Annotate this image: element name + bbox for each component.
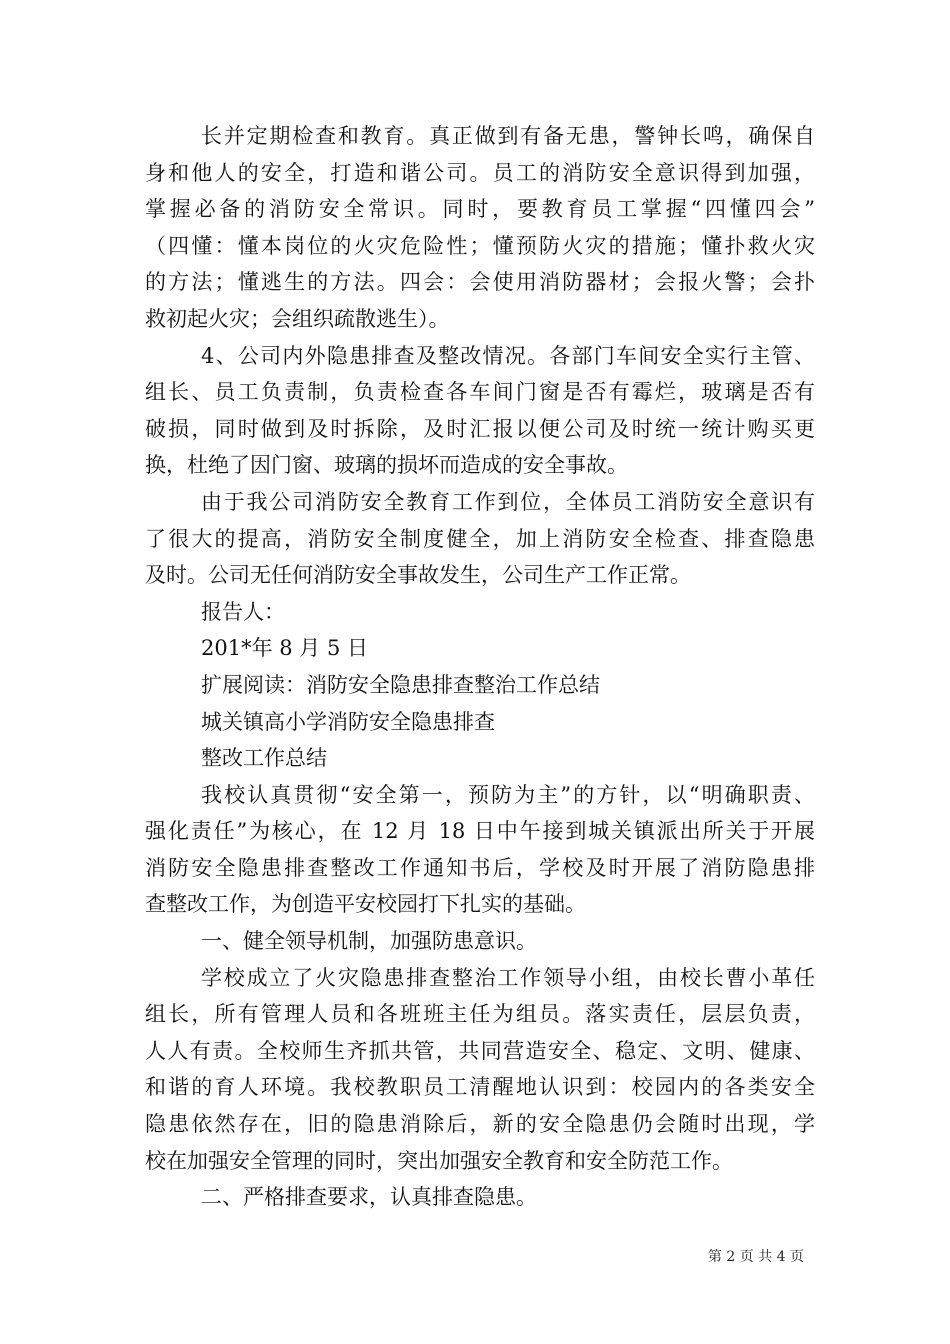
text-line: 一、健全领导机制，加强防患意识。 bbox=[201, 929, 537, 954]
text-line: 强化责任”为核心，在 12 月 18 日中午接到城关镇派出所关于开展 bbox=[145, 819, 815, 844]
text-line: 城关镇高小学消防安全隐患排查 bbox=[201, 709, 495, 734]
text-line: 组长，所有管理人员和各班班主任为组员。落实责任，层层负责， bbox=[145, 1002, 815, 1027]
text-line: （四懂：懂本岗位的火灾危险性；懂预防火灾的措施；懂扑救火灾 bbox=[145, 233, 815, 258]
text-line: 4、公司内外隐患排查及整改情况。各部门车间安全实行主管、 bbox=[201, 343, 815, 368]
text-line: 学校成立了火灾隐患排查整治工作领导小组，由校长曹小革任 bbox=[201, 965, 815, 990]
text-line: 掌握必备的消防安全常识。同时，要教育员工掌握“四懂四会” bbox=[145, 197, 815, 222]
text-line: 报告人： bbox=[201, 599, 285, 624]
text-line: 救初起火灾；会组织疏散逃生）。 bbox=[145, 306, 450, 331]
text-line: 隐患依然存在，旧的隐患消除后，新的安全隐患仍会随时出现，学 bbox=[145, 1112, 815, 1137]
text-line: 身和他人的安全，打造和谐公司。员工的消防安全意识得到加强， bbox=[145, 160, 815, 185]
text-line: 人人有责。全校师生齐抓共管，共同营造安全、稳定、文明、健康、 bbox=[145, 1038, 815, 1063]
text-line: 和谐的育人环境。我校教职员工清醒地认识到：校园内的各类安全 bbox=[145, 1075, 815, 1100]
text-line: 消防安全隐患排查整改工作通知书后，学校及时开展了消防隐患排 bbox=[145, 855, 815, 880]
text-line: 我校认真贯彻“安全第一，预防为主”的方针，以“明确职责、 bbox=[201, 782, 815, 807]
text-line: 长并定期检查和教育。真正做到有备无患，警钟长鸣，确保自 bbox=[201, 124, 815, 148]
text-line: 了很大的提高，消防安全制度健全，加上消防安全检查、排查隐患 bbox=[145, 526, 815, 551]
text-line: 校在加强安全管理的同时，突出加强安全教育和安全防范工作。 bbox=[145, 1148, 733, 1173]
document-body bbox=[145, 118, 815, 1216]
text-line: 及时。公司无任何消防安全事故发生，公司生产工作正常。 bbox=[145, 563, 691, 588]
text-line: 的方法；懂逃生的方法。四会：会使用消防器材；会报火警；会扑 bbox=[145, 270, 815, 295]
text-line: 201*年 8 月 5 日 bbox=[201, 636, 369, 661]
text-line: 整改工作总结 bbox=[201, 746, 327, 771]
page-number-footer: 第 2 页 共 4 页 bbox=[707, 1249, 804, 1265]
text-line: 组长、员工负责制，负责检查各车间门窗是否有霉烂，玻璃是否有 bbox=[145, 380, 815, 405]
text-line: 换，杜绝了因门窗、玻璃的损坏而造成的安全事故。 bbox=[145, 453, 628, 478]
text-line: 由于我公司消防安全教育工作到位，全体员工消防安全意识有 bbox=[201, 489, 815, 514]
text-line: 扩展阅读：消防安全隐患排查整治工作总结 bbox=[201, 672, 600, 697]
text-line: 查整改工作，为创造平安校园打下扎实的基础。 bbox=[145, 892, 586, 917]
text-line: 二、严格排查要求，认真排查隐患。 bbox=[201, 1185, 537, 1210]
text-line: 破损，同时做到及时拆除，及时汇报以便公司及时统一统计购买更 bbox=[145, 416, 815, 441]
